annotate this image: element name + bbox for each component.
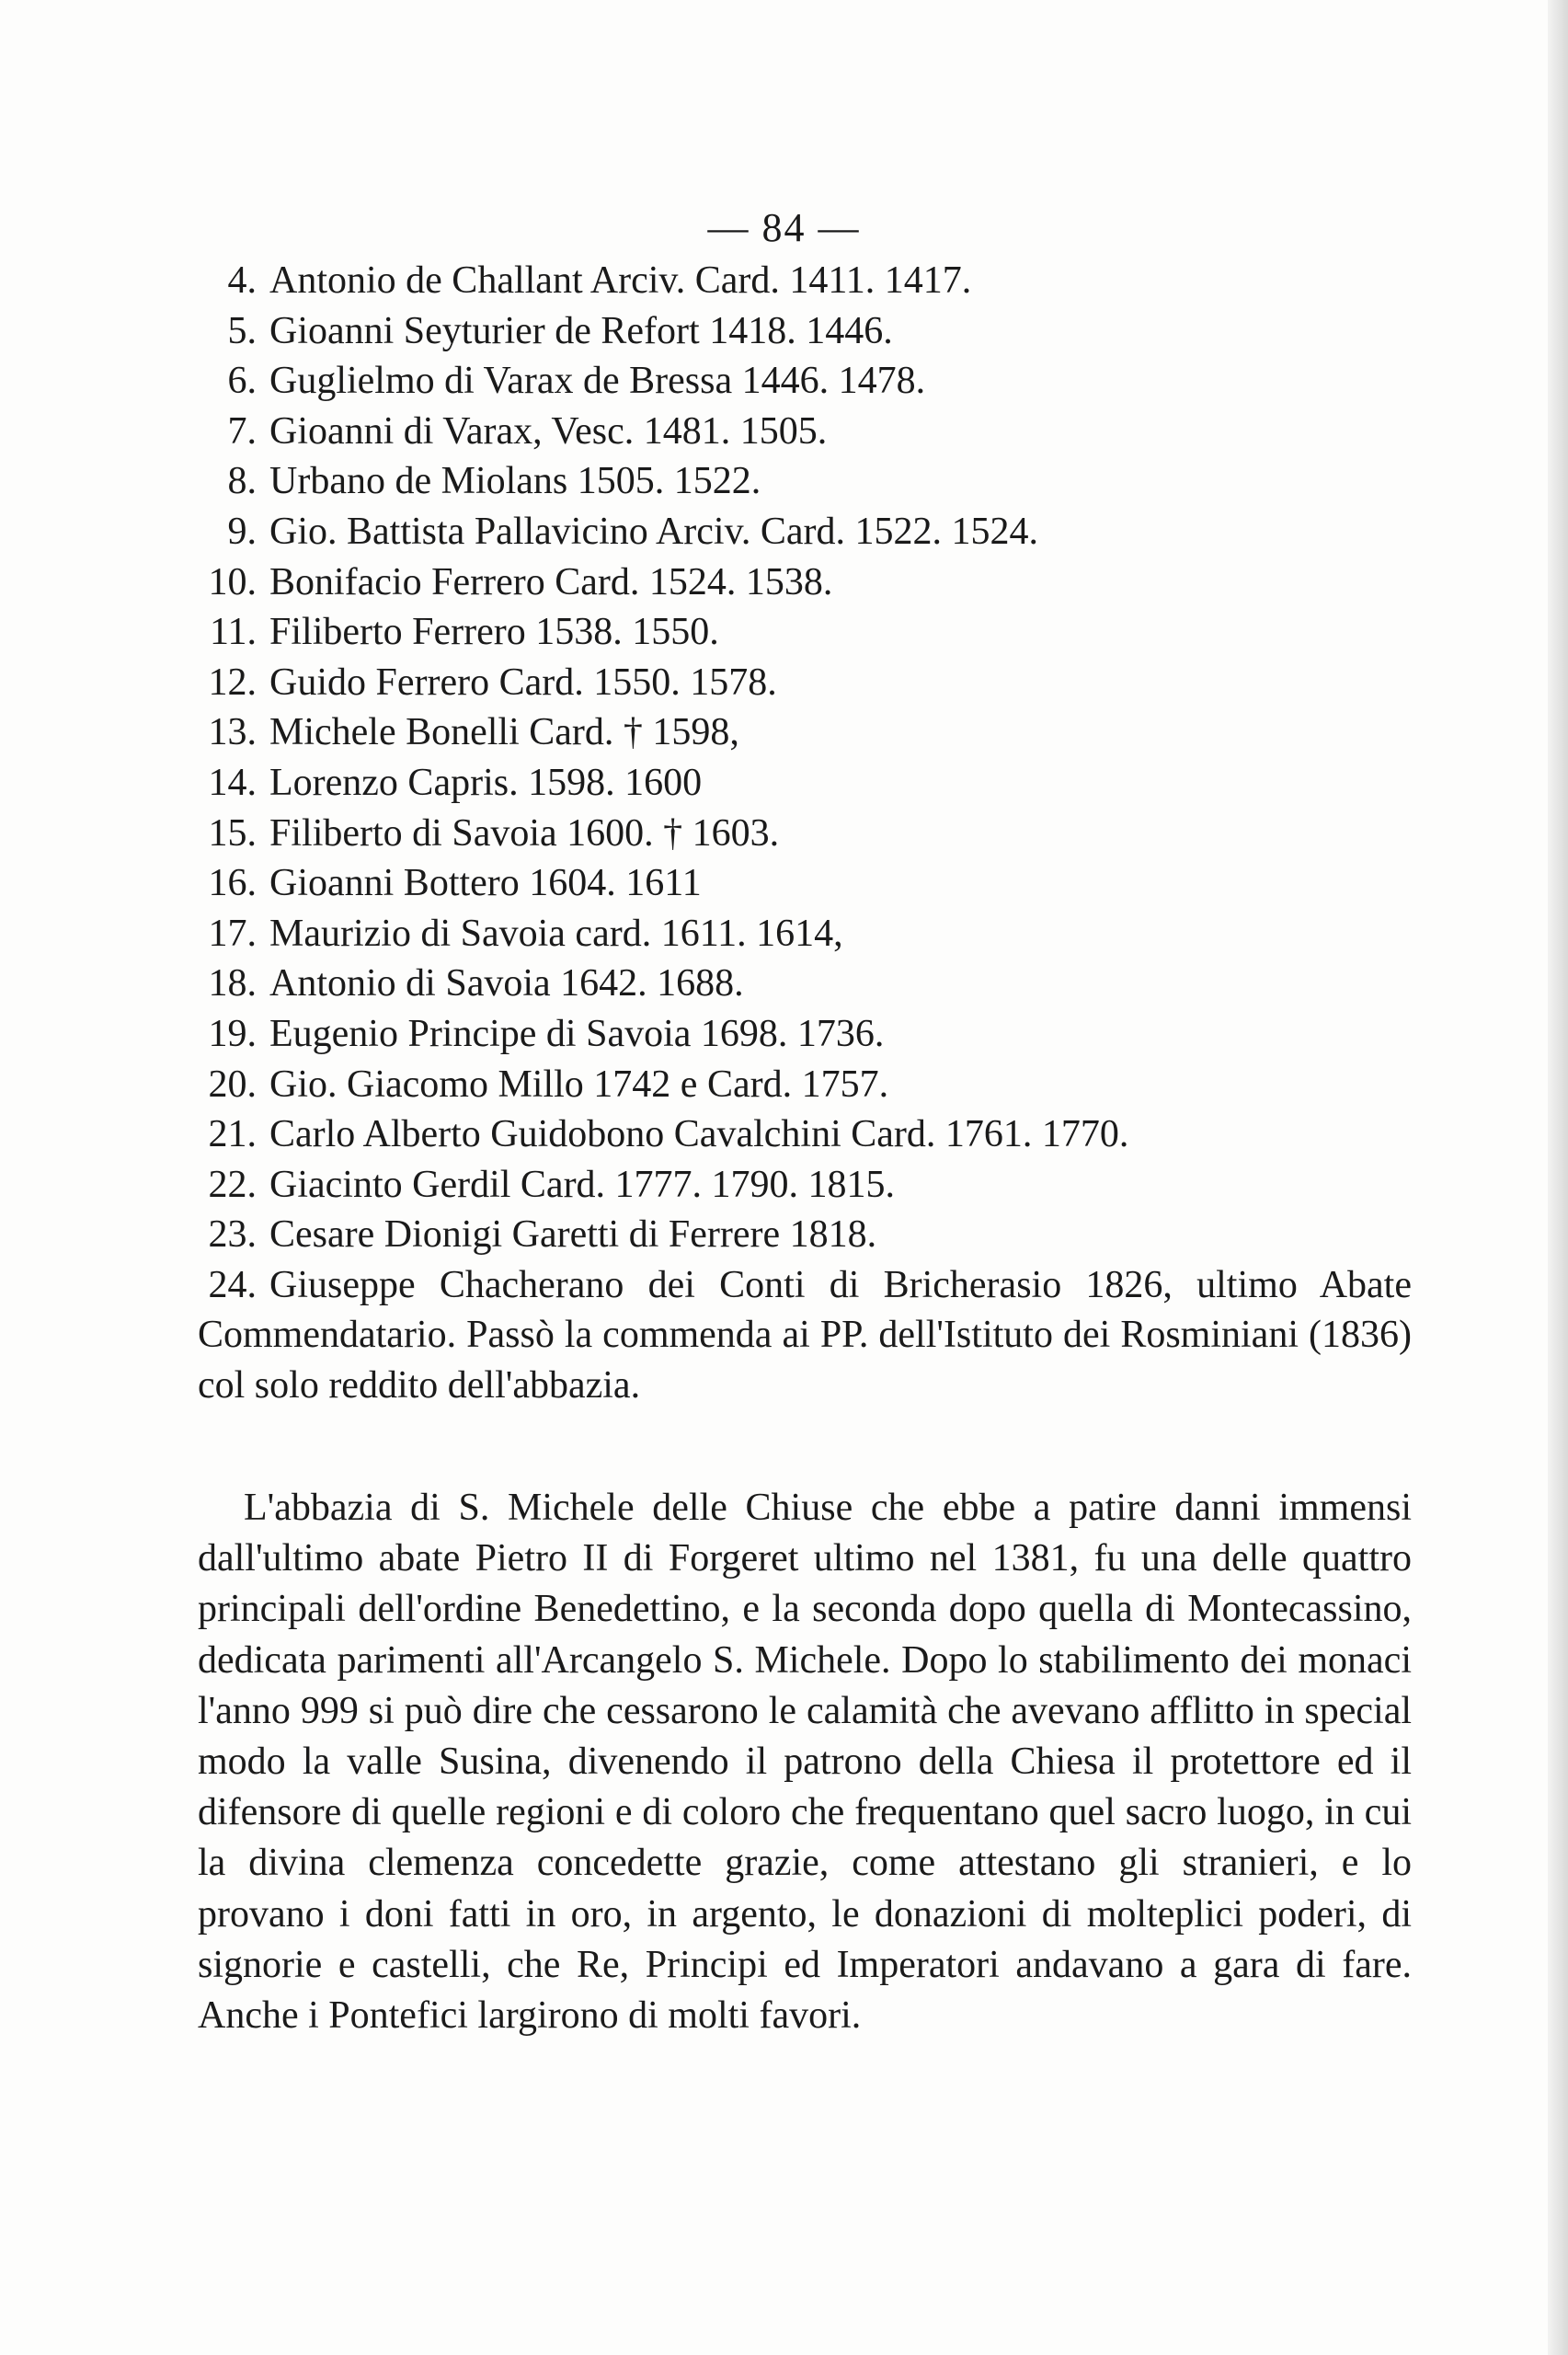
body-paragraph: L'abbazia di S. Michele delle Chiuse che ebbe a patire danni immensi dall'ultimo abate Pietro II di Forgeret ultimo nel 1381, fu una delle quattro principali dell'ordine Benedettino, e la seconda dopo quella di Montecassino, dedicata parimenti all'Arcangelo S. Michele. Dopo lo stabilimento dei monaci l'anno 999 si può dire che cessarono le calamità che avevano afflitto in special modo la valle Susina, divenendo il patrono della Chiesa il protettore ed il difensore di quelle regioni e di coloro che frequentano quel sacro luogo, in cui la divina clemenza concedette grazie, come attestano gli stranieri, e lo provano i doni fatti in oro, in argento, le donazioni di molteplici poderi, di signorie e castelli, che Re, Principi ed Imperatori andavano a gara di fare. Anche i Pontefici largirono di molti favori. <box>198 1487 1412 2038</box>
list-item-text: Giuseppe Chacherano dei Conti di Bricherasio 1826, ultimo Abate Commendatario. Passò la commenda ai PP. dell'Istituto dei Rosminiani (1836) col solo reddito dell'abbazia. <box>198 1263 1412 1407</box>
list-item-text: Giacinto Gerdil Card. 1777. 1790. 1815. <box>269 1163 896 1206</box>
abbots-list <box>198 256 1412 1411</box>
list-item-number: 10. <box>208 560 257 603</box>
list-item-text: Gio. Battista Pallavicino Arciv. Card. 1522. 1524. <box>269 510 1039 553</box>
list-item <box>198 758 1412 809</box>
list-item <box>198 707 1412 758</box>
list-item <box>198 557 1412 608</box>
list-item-number: 17. <box>208 912 257 955</box>
list-item-text: Gio. Giacomo Millo 1742 e Card. 1757. <box>269 1063 889 1106</box>
list-item-number: 5. <box>227 309 257 352</box>
list-item-number: 18. <box>208 962 257 1005</box>
list-item-number: 14. <box>208 761 257 804</box>
list-item-number: 11. <box>210 611 257 654</box>
list-item-number: 20. <box>208 1063 257 1106</box>
list-item-text: Urbano de Miolans 1505. 1522. <box>269 460 761 503</box>
list-item-text: Bonifacio Ferrero Card. 1524. 1538. <box>269 560 833 603</box>
list-item-text: Guglielmo di Varax de Bressa 1446. 1478. <box>269 360 926 403</box>
list-item-text: Eugenio Principe di Savoia 1698. 1736. <box>269 1012 885 1055</box>
list-item-text: Maurizio di Savoia card. 1611. 1614, <box>269 912 843 955</box>
list-item <box>198 959 1412 1009</box>
list-item-number: 23. <box>208 1213 257 1257</box>
list-item <box>198 1009 1412 1060</box>
list-item-number: 13. <box>208 711 257 754</box>
list-item-text: Lorenzo Capris. 1598. 1600 <box>269 761 703 804</box>
list-item-text: Michele Bonelli Card. † 1598, <box>269 711 739 754</box>
list-item <box>198 909 1412 959</box>
list-item-number: 8. <box>227 460 257 503</box>
list-item-number: 24. <box>208 1263 257 1306</box>
list-item-text: Carlo Alberto Guidobono Cavalchini Card. 1761. 1770. <box>269 1113 1129 1156</box>
list-item-text: Filiberto di Savoia 1600. † 1603. <box>269 811 780 855</box>
list-item-number: 22. <box>208 1163 257 1206</box>
list-item-text: Cesare Dionigi Garetti di Ferrere 1818. <box>269 1213 877 1257</box>
list-item <box>198 456 1412 507</box>
list-item <box>198 407 1412 457</box>
page-number: — 84 — <box>707 205 861 250</box>
list-item <box>198 256 1412 306</box>
list-item-number: 16. <box>208 862 257 905</box>
list-item <box>198 607 1412 658</box>
list-item-number: 7. <box>227 409 257 453</box>
list-item-text: Gioanni di Varax, Vesc. 1481. 1505. <box>269 409 828 453</box>
list-item <box>198 306 1412 357</box>
list-item <box>198 858 1412 909</box>
list-item <box>198 1210 1412 1260</box>
list-item-text: Antonio de Challant Arciv. Card. 1411. 1417. <box>269 259 972 302</box>
list-item-text: Filiberto Ferrero 1538. 1550. <box>269 611 719 654</box>
list-item-text: Antonio di Savoia 1642. 1688. <box>269 962 744 1005</box>
list-item <box>198 1109 1412 1160</box>
list-item <box>198 507 1412 557</box>
list-item <box>198 1160 1412 1211</box>
list-item-text: Gioanni Bottero 1604. 1611 <box>269 862 702 905</box>
list-item <box>198 809 1412 859</box>
list-item-number: 9. <box>227 510 257 553</box>
list-item-number: 21. <box>208 1113 257 1156</box>
list-item-number: 6. <box>227 360 257 403</box>
list-item <box>198 356 1412 407</box>
list-item-number: 4. <box>227 259 257 302</box>
list-item-text: Guido Ferrero Card. 1550. 1578. <box>269 661 777 704</box>
list-item-text: Gioanni Seyturier de Refort 1418. 1446. <box>269 309 893 352</box>
list-item-last <box>198 1260 1412 1411</box>
list-item-number: 15. <box>208 811 257 855</box>
list-item-number: 12. <box>208 661 257 704</box>
list-item <box>198 658 1412 708</box>
list-item <box>198 1060 1412 1110</box>
list-item-number: 19. <box>208 1012 257 1055</box>
page-edge-shadow <box>1548 0 1568 2355</box>
